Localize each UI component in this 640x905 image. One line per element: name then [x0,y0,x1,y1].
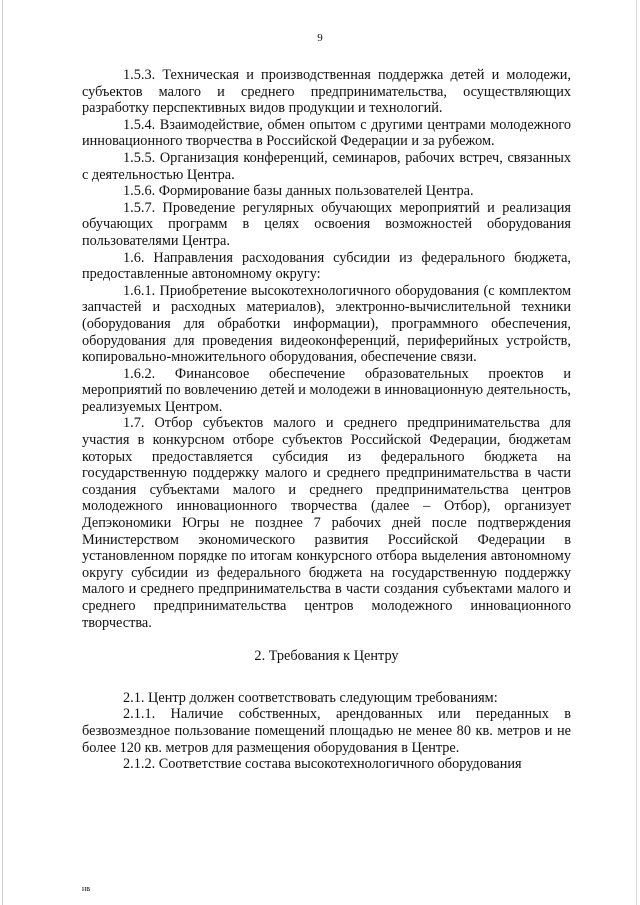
paragraph-2-1: 2.1. Центр должен соответствовать следующим требованиям: [123,689,498,706]
page-edge-right [636,0,637,905]
paragraph-1-6-2: 1.6.2. Финансовое обеспечение образовательных проектов и мероприятий по вовлечению детей и молодежи в инновационную деятельность, реализуемых Центром. [82,365,571,415]
paragraph-1-7: 1.7. Отбор субъектов малого и среднего предпринимательства для участия в конкурсном отборе субъектов Российской Федерации, бюджетам которых предоставляется субсидия из федерального бюджета на государственную поддержку малого и среднего предпринимательства в части создания субъектами малого и среднего предпринимательства центров молодежного инновационного творчества (далее – Отбор), организует Депэкономики Югры не позднее 7 рабочих дней после подтверждения Министерством экономического развития Российской Федерации в установленном порядке по итогам конкурсного отбора выделения автономному округу субсидии из федерального бюджета на государственную поддержку малого и среднего предпринимательства в части создания субъектами малого и среднего предпринимательства центров молодежного инновационного творчества. [82,415,571,631]
document-body [82,67,571,773]
paragraph-1-5-3: 1.5.3. Техническая и производственная поддержка детей и молодежи, субъектов малого и среднего предпринимательства, осуществляющих разработку перспективных видов продукции и технологий. [82,67,571,117]
paragraph-1-5-7: 1.5.7. Проведение регулярных обучающих мероприятий и реализация обучающих программ в целях освоения возможностей оборудования пользователями Центра. [82,199,571,249]
paragraph-2-1-1: 2.1.1. Наличие собственных, арендованных или переданных в безвозмездное пользование помещений площадью не менее 80 кв. метров и не более 120 кв. метров для размещения оборудования в Центре. [82,706,571,756]
paragraph-1-6: 1.6. Направления расходования субсидии из федерального бюджета, предоставленные автономному округу: [82,249,571,283]
paragraph-1-6-1: 1.6.1. Приобретение высокотехнологичного оборудования (с комплектом запчастей и расходных материалов), электронно-вычислительной техники (оборудования для обработки информации), программного обеспечения, оборудования для проведения видеоконференций, периферийных устройств, копировально-множительного оборудования, обеспечение связи. [82,282,571,366]
page-number: 9 [317,32,323,44]
paragraph-1-5-6: 1.5.6. Формирование базы данных пользователей Центра. [123,183,474,200]
section-heading: 2. Требования к Центру [254,648,399,665]
footer-initials: нв [82,884,91,893]
page-edge-left [2,0,3,905]
paragraph-1-5-5: 1.5.5. Организация конференций, семинаров, рабочих встреч, связанных с деятельностью Центра. [82,149,571,183]
paragraph-2-1-2: 2.1.2. Соответствие состава высокотехнологичного оборудования [123,756,522,773]
paragraph-1-5-4: 1.5.4. Взаимодействие, обмен опытом с другими центрами молодежного инновационного творчества в Российской Федерации и за рубежом. [82,116,571,150]
